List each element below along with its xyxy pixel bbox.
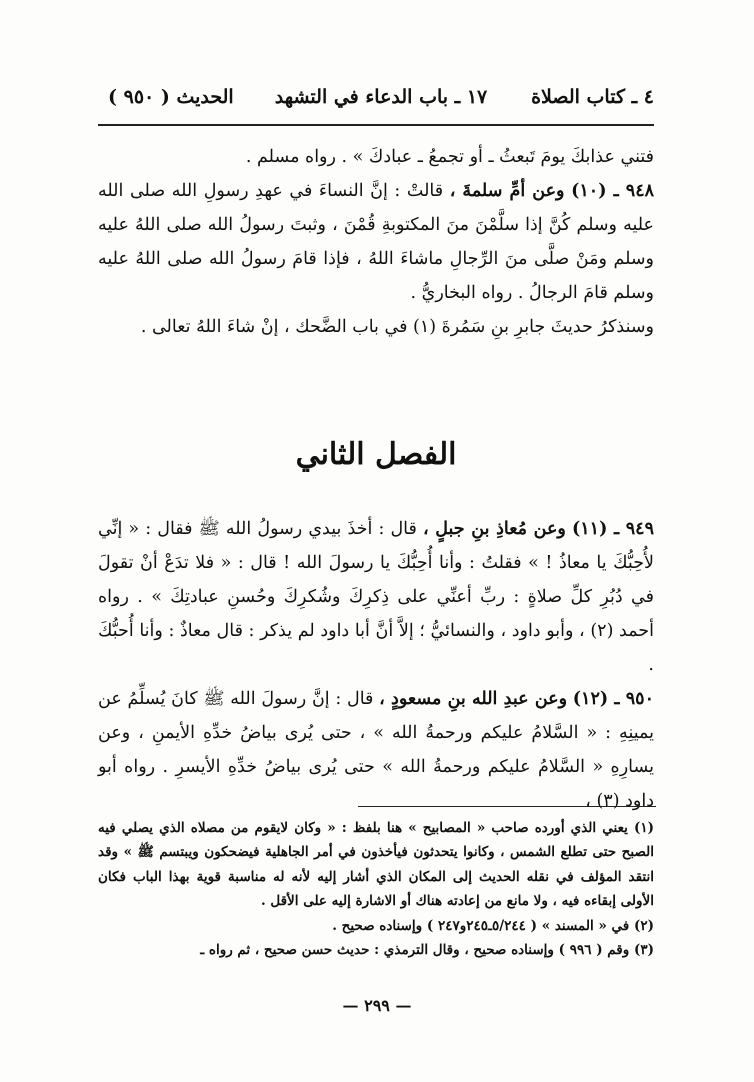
footnote-1: (١) يعني الذي أورده صاحب « المصابيح » هنا بلفظ : « وكان لايقوم من مصلاه الذي يصلي فيه الصبح حتى تطلع الشمس ، وكانوا يتحدثون فيأخذون في أمر الجاهلية فيضحكون ويبتسم ﷺ » وقد انتقد المؤلف في نقله الحديث إلى المكان الذي أشار إليه لأنه له مناسبة قوية بهذا الباب فكان الأولى إبقاءه فيه ، ولا مانع من إعادته هناك أو الاشارة إليه على الأقل . xyxy=(98,820,654,910)
section-title: الفصل الثاني xyxy=(295,437,457,472)
main-block xyxy=(98,512,654,818)
hadith-949 xyxy=(98,512,654,682)
continuation-line: فتني عذابكَ يومَ تَبعثُ ـ أو تجمعُ ـ عبادكَ » . رواه مسلم . xyxy=(245,147,654,167)
header-rule xyxy=(98,124,654,126)
hadith-949-text: قال : أخذَ بيدي رسولُ الله ﷺ فقال : « إنِّي لأُحِبُّكَ يا معاذُ ! » فقلتُ : وأنا أُحِبُّكَ يا رسولَ الله ! قال : « فلا تدَعْ أنْ تقولَ في دُبُرِ كلِّ صلاةٍ : ربِّ أعنِّي على ذِكرِكَ وشُكرِكَ وحُسنِ عبادتِكَ » . رواه أحمد (٢) ، وأبو داود ، والنسائيُّ ؛ إلاَّ أنَّ أبا داود لم يذكر : قال معاذٌ : وأنا أُحبُّكَ . xyxy=(98,519,654,675)
hadith-948-number: ٩٤٨ ـ (١٠) xyxy=(571,181,654,201)
hadith-950-number: ٩٥٠ ـ (١٢) xyxy=(572,689,654,709)
chapter-title: ١٧ ـ باب الدعاء في التشهد xyxy=(274,86,488,108)
footnote-3: (٣) وقم ( ٩٩٦ ) وإسناده صحيح ، وقال الترمذي : حديث حسن صحيح ، ثم رواه ـ xyxy=(200,942,654,959)
hadith-949-number: ٩٤٩ ـ (١١) xyxy=(572,519,654,539)
book-title: ٤ ـ كتاب الصلاة xyxy=(531,86,654,108)
hadith-range: الحديث ( ٩٥٠ ) xyxy=(108,86,234,108)
top-block xyxy=(98,140,654,344)
hadith-950-narrator: وعن عبدِ الله بنِ مسعودٍ ، xyxy=(379,689,568,709)
page-number: — ٢٩٩ — xyxy=(342,996,412,1015)
hadith-948 xyxy=(98,174,654,310)
hadith-949-narrator: وعن مُعاذِ بنِ جبلٍ ، xyxy=(422,519,566,539)
footnote-rule xyxy=(358,806,656,807)
footnote-2: (٢) في « المسند » ( ٥/٢٤٤ـ٢٤٥و٢٤٧ ) وإسناده صحيح . xyxy=(332,917,654,934)
hadith-950 xyxy=(98,682,654,818)
hadith-948-narrator: وعن أمِّ سلمةَ ، xyxy=(449,181,565,201)
hadith-950-text: قال : إنَّ رسولَ الله ﷺ كانَ يُسلِّمُ عن يمينِهِ : « السَّلامُ عليكم ورحمةُ الله » ، حتى يُرى بياضُ خدِّهِ الأيمنِ ، وعن يسارِهِ « السَّلامُ عليكم ورحمةُ الله » حتى يُرى بياضُ خدِّهِ الأيسرِ . رواه أبو داود (٣) ، xyxy=(98,689,654,811)
footnotes xyxy=(98,816,654,962)
hadith-948-text: قالتْ : إنَّ النساءَ في عهدِ رسولِ الله صلى الله عليه وسلم كُنَّ إذا سلَّمْنَ منَ المكتوبةِ قُمْنَ ، وثبتَ رسولُ الله صلى اللهُ عليه وسلم ومَنْ صلَّى منَ الرِّجالِ ماشاءَ اللهُ ، فإذا قامَ رسولُ الله صلى اللهُ عليه وسلم قامَ الرجالُ . رواه البخاريُّ . xyxy=(98,181,654,303)
running-header xyxy=(108,86,654,118)
cross-reference-note: وسنذكرُ حديثَ جابرِ بنِ سَمُرةَ (١) في باب الضَّحك ، إنْ شاءَ اللهُ تعالى . xyxy=(140,317,654,337)
